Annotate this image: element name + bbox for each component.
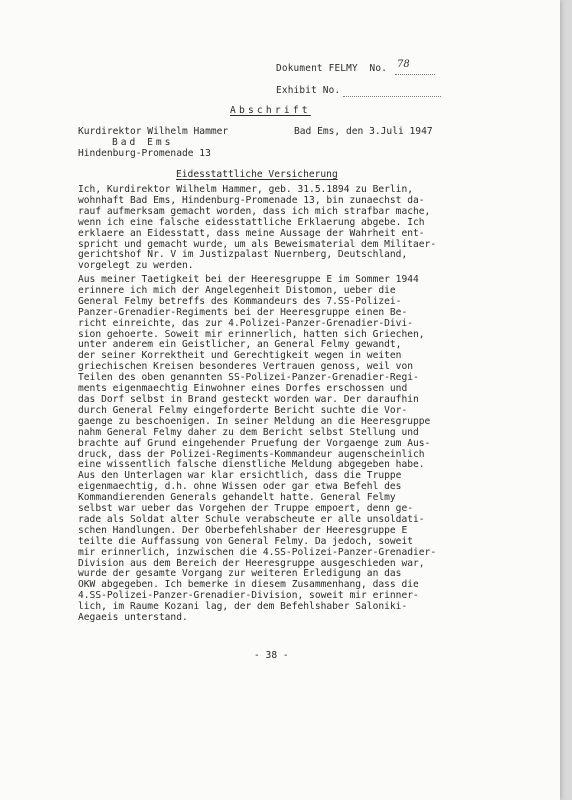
- sender-line-1: Kurdirektor Wilhelm Hammer: [78, 126, 229, 137]
- paragraph-line: Teilen des oben genannten SS-Polizei-Panzer-Grenadier-Regi-: [78, 372, 419, 384]
- paragraph-line: wohnhaft Bad Ems, Hindenburg-Promenade 13, bin zunaechst da-: [78, 194, 425, 206]
- exhibit-label: Exhibit No.: [276, 85, 341, 96]
- paragraph-line: spricht und gemacht wurde, um als Beweismaterial dem Militaer-: [78, 238, 437, 250]
- paragraph-line: General Felmy betreffs des Kommandeurs des 7.SS-Polizei-: [78, 295, 402, 307]
- paragraph-line: gerichtshof Nr. V im Justizpalast Nuernberg, Deutschland,: [78, 249, 408, 261]
- paragraph-line: selbst war ueber das Vorgehen der Truppe empoert, denn ge-: [78, 503, 414, 515]
- exhibit-number-dots: [343, 96, 441, 97]
- paragraph-line: erklaere an Eidesstatt, dass meine Aussage der Wahrheit ent-: [78, 227, 425, 239]
- document-number: 78: [397, 59, 410, 70]
- paragraph-line: rauf aufmerksam gemacht worden, dass ich mich strafbar mache,: [78, 205, 431, 217]
- paragraph-line: richt einreichte, das zur 4.Polizei-Panzer-Grenadier-Divi-: [78, 317, 414, 329]
- sender-line-2: Bad Ems: [112, 137, 174, 148]
- document-label: Dokument FELMY No.: [276, 63, 388, 74]
- paragraph-line: das Dorf selbst in Brand gesteckt worden war. Der daraufhin: [78, 393, 419, 405]
- paragraph-line: der seiner Korrektheit und Gerechtigkeit wegen in weiten: [78, 350, 402, 362]
- paragraph-line: Panzer-Grenadier-Regiments bei der Heeresgruppe einen Be-: [78, 306, 408, 318]
- paragraph-line: nahm General Felmy daher zu dem Bericht selbst Stellung und: [78, 426, 419, 438]
- sender-line-3: Hindenburg-Promenade 13: [78, 148, 211, 159]
- paragraph-line: eigenmaechtig, d.h. ohne Wissen oder gar etwa Befehl des: [78, 481, 402, 493]
- paragraph-line: eine wissentlich falsche dienstliche Meldung abgegeben habe.: [78, 459, 425, 471]
- paragraph-line: Aus den Unterlagen war klar ersichtlich, dass die Truppe: [78, 470, 402, 482]
- paragraph-line: griechischen Kreisen besonderes Vertrauen genoss, weil von: [78, 361, 414, 373]
- paragraph-line: lich, im Raume Kozani lag, der dem Befehlshaber Saloniki-: [78, 601, 408, 613]
- paragraph-testimony: [78, 275, 478, 624]
- paragraph-line: unter anderem ein Geistlicher, an General Felmy gewandt,: [78, 339, 402, 351]
- page-number: - 38 -: [254, 650, 289, 661]
- paragraph-intro: [78, 185, 458, 272]
- paragraph-line: Aegaeis unterstand.: [78, 612, 188, 624]
- paragraph-line: mir erinnerlich, inzwischen die 4.SS-Polizei-Panzer-Grenadier-: [78, 546, 437, 558]
- document-number-dots: [395, 74, 435, 75]
- paragraph-line: OKW abgegeben. Ich bemerke in diesem Zusammenhang, dass die: [78, 579, 419, 591]
- paragraph-line: gaenge zu beschoenigen. In seiner Meldung an die Heeresgruppe: [78, 415, 431, 427]
- paragraph-line: Aus meiner Taetigkeit bei der Heeresgruppe E im Sommer 1944: [78, 274, 419, 285]
- paragraph-line: wenn ich eine falsche eidesstattliche Erklaerung abgebe. Ich: [78, 216, 425, 228]
- section-heading: Eidesstattliche Versicherung: [176, 169, 338, 180]
- paragraph-line: erinnere ich mich der Angelegenheit Distomon, ueber die: [78, 284, 396, 296]
- paragraph-line: brachte auf Grund eingehender Pruefung der Vorgaenge zum Aus-: [78, 437, 431, 449]
- paragraph-line: 4.SS-Polizei-Panzer-Grenadier-Division, soweit mir erinner-: [78, 590, 419, 602]
- paragraph-line: Kommandierenden Generals gehandelt hatte. General Felmy: [78, 492, 396, 504]
- place-date: Bad Ems, den 3.Juli 1947: [294, 126, 433, 137]
- paragraph-line: Division aus dem Bereich der Heeresgruppe ausgeschieden war,: [78, 557, 425, 569]
- paragraph-line: schen Handlungen. Der Oberbefehlshaber der Heeresgruppe E: [78, 524, 408, 536]
- paragraph-line: ments eigenmaechtig Einwohner eines Dorfes erschossen und: [78, 383, 408, 395]
- paragraph-line: rade als Soldat alter Schule verabscheute er alle unsoldati-: [78, 513, 425, 525]
- paragraph-line: Ich, Kurdirektor Wilhelm Hammer, geb. 31.5.1894 zu Berlin,: [78, 184, 414, 195]
- document-title: Abschrift: [230, 105, 311, 116]
- paragraph-line: sion gehoerte. Soweit mir erinnerlich, hatten sich Griechen,: [78, 328, 425, 340]
- paragraph-line: vorgelegt zu werden.: [78, 260, 194, 272]
- paragraph-line: teilte die Auffassung von General Felmy. Da jedoch, soweit: [78, 535, 414, 547]
- paragraph-line: durch General Felmy eingeforderte Bericht suchte die Vor-: [78, 404, 408, 416]
- paragraph-line: druck, dass der Polizei-Regiments-Kommandeur augenscheinlich: [78, 448, 425, 460]
- paragraph-line: wurde der gesamte Vorgang zur weiteren Erledigung an das: [78, 568, 402, 580]
